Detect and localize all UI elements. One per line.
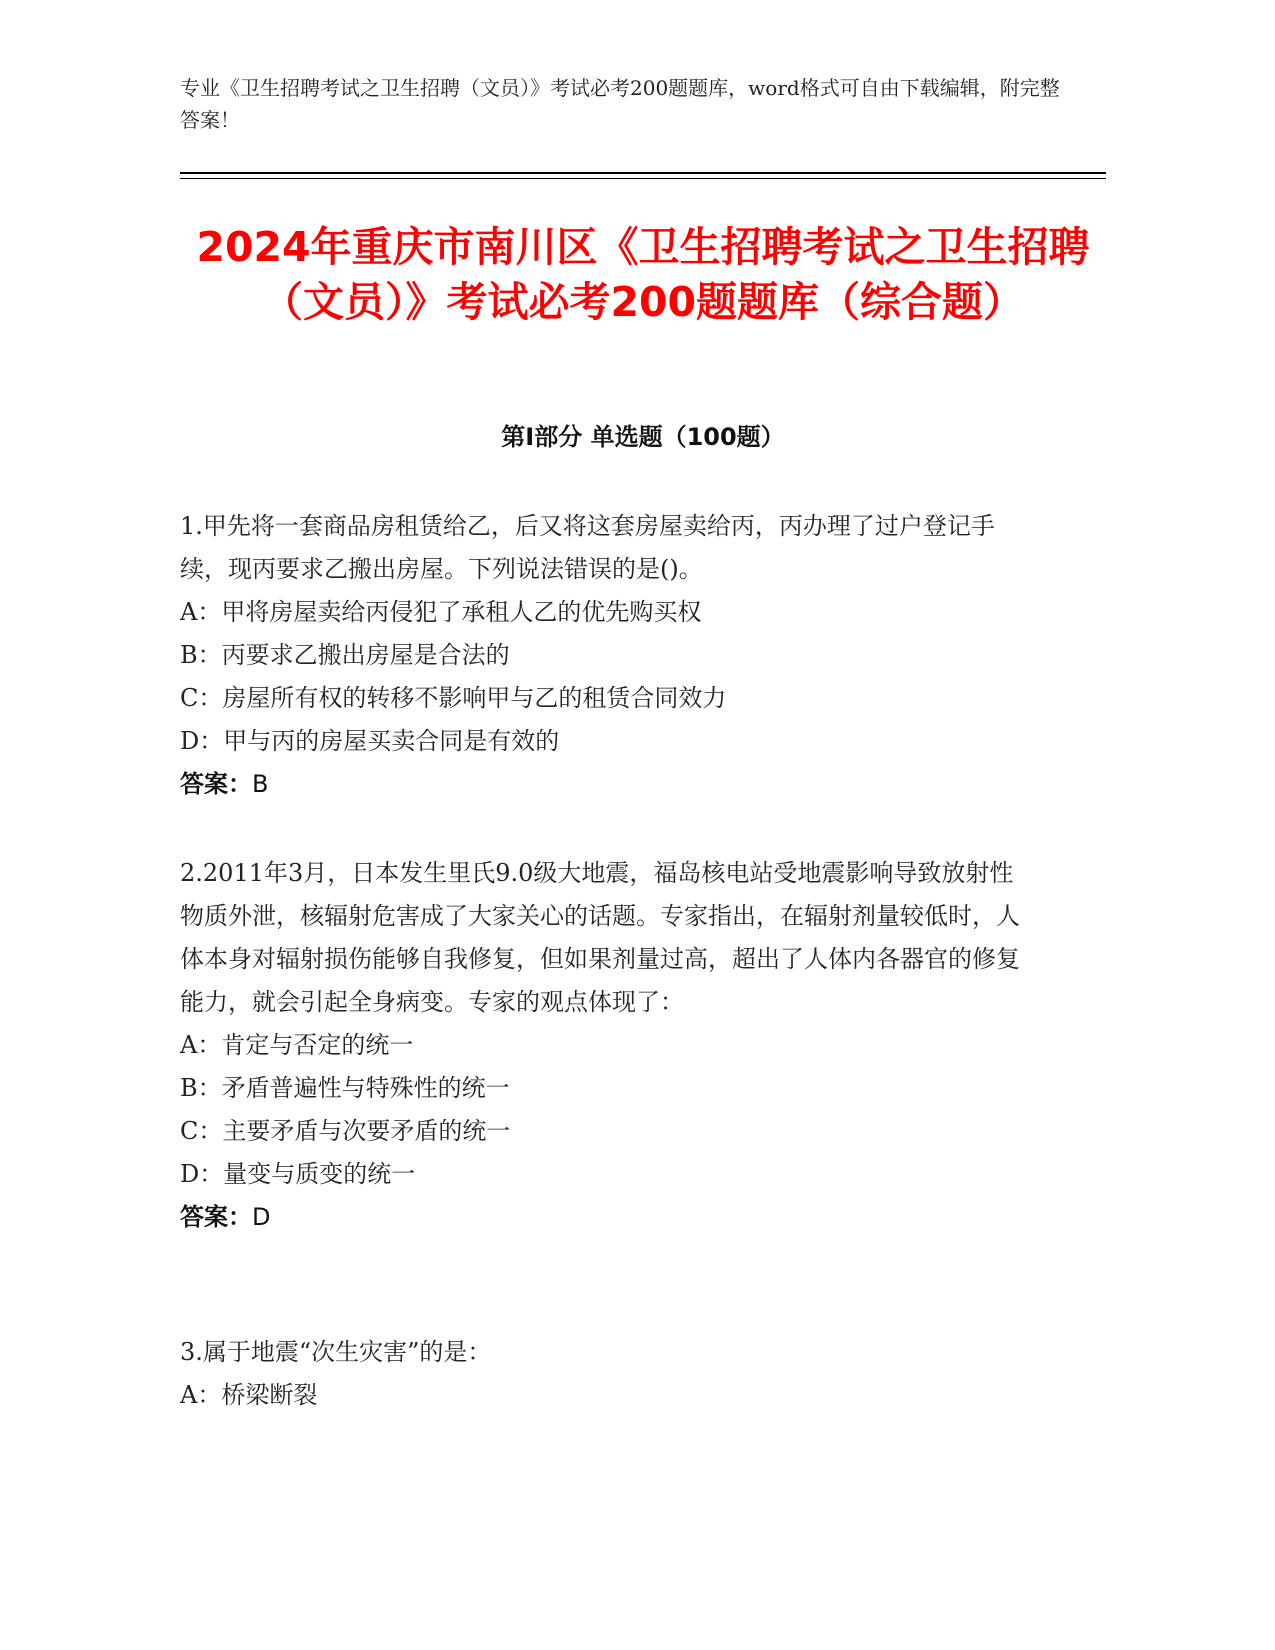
option-d: D：量变与质变的统一 [180,1160,416,1188]
option-c: C：房屋所有权的转移不影响甲与乙的租赁合同效力 [180,684,727,712]
question-text: 1.甲先将一套商品房租赁给乙，后又将这套房屋卖给丙，丙办理了过户登记手续，现丙要求乙搬出房屋。下列说法错误的是()。 [180,512,995,583]
header-divider-thick [180,172,1106,174]
question-text: 3.属于地震“次生灾害”的是： [180,1338,492,1366]
answer-value: B [252,770,269,798]
question-2 [180,852,1030,1239]
question-1 [180,505,1030,806]
option-b: B：矛盾普遍性与特殊性的统一 [180,1074,510,1102]
option-c: C：主要矛盾与次要矛盾的统一 [180,1117,511,1145]
option-a: A：甲将房屋卖给丙侵犯了承租人乙的优先购买权 [180,598,702,626]
option-b: B：丙要求乙搬出房屋是合法的 [180,641,510,669]
answer-line [180,763,1030,806]
section-heading: 第Ⅰ部分 单选题（100题） [501,423,785,451]
answer-value: D [252,1203,271,1231]
answer-label: 答案： [180,770,252,798]
option-a: A：桥梁断裂 [180,1381,318,1409]
header-note: 专业《卫生招聘考试之卫生招聘（文员）》考试必考200题题库，word格式可自由下载编辑，附完整答案！ [180,76,1060,132]
option-d: D：甲与丙的房屋买卖合同是有效的 [180,727,560,755]
answer-line [180,1196,1030,1239]
option-a: A：肯定与否定的统一 [180,1031,414,1059]
question-text: 2.2011年3月，日本发生里氏9.0级大地震，福岛核电站受地震影响导致放射性物质外泄，核辐射危害成了大家关心的话题。专家指出，在辐射剂量较低时，人体本身对辐射损伤能够自我修复，但如果剂量过高，超出了人体内各器官的修复能力，就会引起全身病变。专家的观点体现了： [180,859,1020,1016]
header-divider-thin [180,178,1106,179]
question-3 [180,1331,1030,1417]
document-title: 2024年重庆市南川区《卫生招聘考试之卫生招聘（文员）》考试必考200题题库（综合题） [196,223,1090,326]
answer-label: 答案： [180,1203,252,1231]
